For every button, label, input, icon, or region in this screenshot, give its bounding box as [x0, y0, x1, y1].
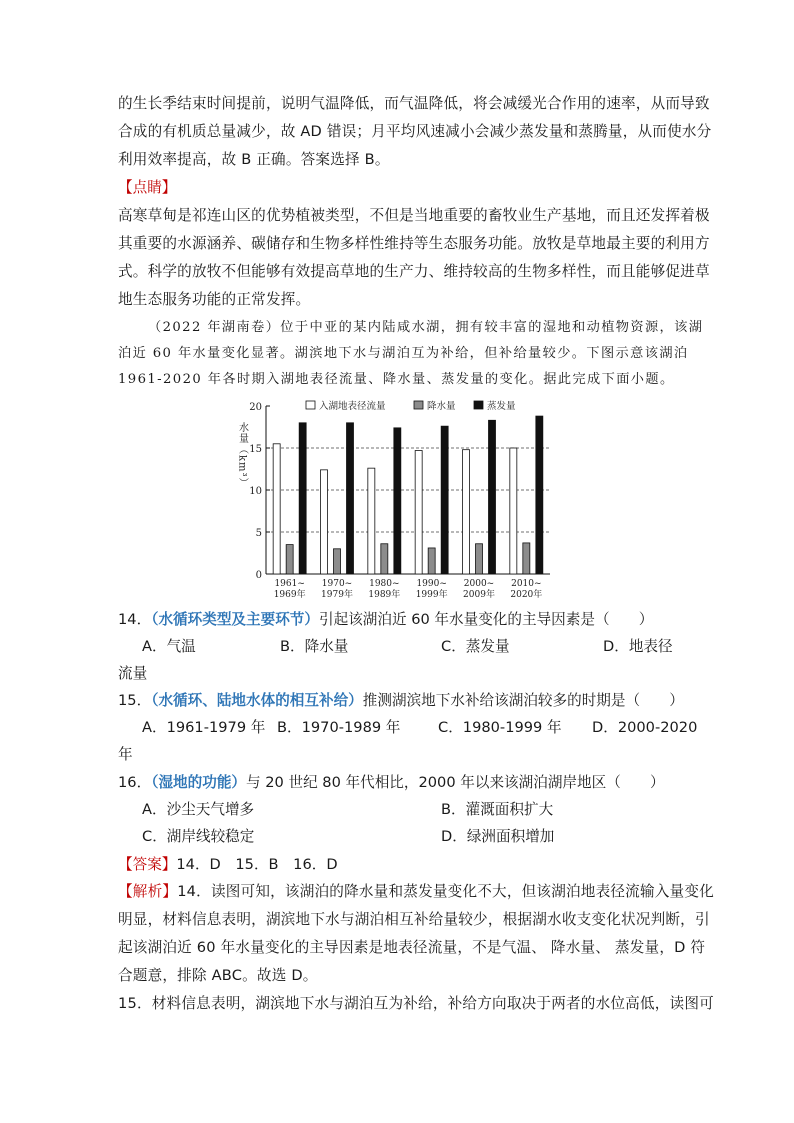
x-tick-label-2-a: 1970~ [321, 579, 353, 589]
legend-label-1: 入湖地表径流量 [319, 401, 386, 412]
bar-2-1 [286, 545, 293, 574]
answer-label: 【答案】 [118, 856, 177, 873]
x-tick-label-3-b: 1989年 [368, 590, 401, 600]
question-16-option-b[interactable]: B．灌溉面积扩大 [441, 801, 554, 818]
question-16 [118, 773, 665, 793]
bar-3-3 [394, 428, 401, 574]
bar-3-1 [299, 423, 306, 574]
question-14-option-d[interactable]: D．地表径 [603, 638, 673, 655]
question-15 [118, 691, 684, 711]
question-15-option-d[interactable]: D．2000-2020 [592, 719, 698, 736]
bar-3-4 [441, 426, 448, 574]
water-volume-chart [230, 392, 560, 602]
question-14 [118, 610, 653, 630]
x-tick-label-6-a: 2010~ [511, 579, 542, 589]
bar-1-3 [368, 468, 375, 574]
material-line-3: 1961-2020 年各时期入湖地表径流量、降水量、蒸发量的变化。据此完成下面小题。 [118, 372, 675, 387]
bar-1-6 [510, 448, 517, 574]
question-14-text: 引起该湖泊近 60 年水量变化的主导因素是（ ） [319, 611, 654, 628]
y-tick-label-0: 0 [255, 570, 262, 581]
y-axis-label [237, 421, 249, 489]
bar-3-2 [347, 423, 354, 574]
bars [273, 416, 543, 574]
x-tick-label-3-a: 1980~ [369, 579, 400, 589]
intro-line-3: 利用效率提高，故 B 正确。答案选择 B。 [118, 151, 390, 168]
dianjing-line-1: 高寒草甸是祁连山区的优势植被类型，不但是当地重要的畜牧业生产基地，而且还发挥着极 [118, 207, 710, 224]
material-line-2: 泊近 60 年水量变化显著。湖滨地下水与湖泊互为补给，但补给量较少。下图示意该湖泊 [118, 346, 689, 361]
y-tick-label-20: 20 [249, 402, 262, 413]
x-tick-label-5-a: 2000~ [463, 579, 495, 589]
bar-2-6 [523, 543, 530, 574]
legend [306, 400, 516, 412]
dianjing-line-3: 式。科学的放牧不但能够有效提高草地的生产力、维持较高的生物多样性，而且能够促进草 [118, 263, 710, 280]
dianjing-line-4: 地生态服务功能的正常发挥。 [118, 291, 311, 308]
legend-label-3: 蒸发量 [487, 401, 516, 412]
question-15-continuation: 年 [118, 746, 133, 763]
question-14-number: 14． [118, 611, 152, 628]
bar-2-3 [381, 544, 388, 574]
bar-1-1 [273, 444, 280, 574]
y-ticks [249, 402, 270, 581]
question-16-text: 与 20 世纪 80 年代相比，2000 年以来该湖泊湖岸地区（ ） [246, 774, 665, 791]
question-15-option-c[interactable]: C．1980-1999 年 [438, 719, 562, 736]
x-tick-label-4-b: 1999年 [415, 590, 448, 600]
question-15-number: 15． [118, 692, 152, 709]
question-16-option-d[interactable]: D．绿洲面积增加 [441, 828, 555, 845]
bar-3-5 [489, 420, 496, 574]
question-16-tag: （湿地的功能） [151, 774, 247, 791]
analysis-line-3: 起该湖泊近 60 年水量变化的主导因素是地表径流量，不是气温、 降水量、 蒸发量，D 符 [118, 939, 706, 956]
legend-swatch-3 [474, 401, 483, 409]
question-14-option-a[interactable]: A．气温 [142, 638, 196, 655]
answer-row [118, 855, 338, 875]
question-14-option-b[interactable]: B．降水量 [280, 638, 349, 655]
question-14-continuation: 流量 [118, 665, 148, 682]
y-tick-label-5: 5 [255, 528, 262, 539]
x-tick-label-5-b: 2009年 [463, 590, 495, 600]
question-15-option-a[interactable]: A．1961-1979 年 [142, 719, 266, 736]
analysis-line-4: 合题意，排除 ABC。故选 D。 [118, 967, 318, 984]
legend-label-2: 降水量 [427, 401, 456, 412]
legend-swatch-1 [306, 401, 315, 409]
x-tick-label-1-b: 1969年 [273, 590, 306, 600]
analysis-line-2: 明显，材料信息表明，湖滨地下水与湖泊相互补给量较少，根据湖水收支变化状况判断，引 [118, 911, 710, 928]
material-line-1: （2022 年湖南卷）位于中亚的某内陆咸水湖，拥有较丰富的湿地和动植物资源，该湖 [148, 320, 704, 335]
bar-1-4 [415, 451, 422, 574]
analysis-label: 【解析】 [118, 883, 178, 900]
analysis-line-1 [118, 882, 714, 902]
x-tick-label-4-a: 1990~ [416, 579, 447, 589]
intro-line-2: 合成的有机质总量减少，故 AD 错误；月平均风速减小会减少蒸发量和蒸腾量，从而使水分 [118, 123, 712, 140]
intro-line-1: 的生长季结束时间提前，说明气温降低，而气温降低，将会减缓光合作用的速率，从而导致 [118, 95, 710, 112]
x-ticks [274, 579, 543, 600]
bar-3-6 [536, 416, 543, 574]
bar-2-2 [334, 549, 341, 574]
dianjing-line-2: 其重要的水源涵养、碳储存和生物多样性维持等生态服务功能。放牧是草地最主要的利用方 [118, 235, 710, 252]
question-16-option-a[interactable]: A．沙尘天气增多 [142, 801, 255, 818]
y-tick-label-10: 10 [249, 486, 262, 497]
y-tick-label-15: 15 [249, 444, 262, 455]
question-16-number: 16． [118, 774, 152, 791]
legend-swatch-2 [414, 401, 423, 409]
analysis-text-1: 14．读图可知，该湖泊的降水量和蒸发量变化不大，但该湖泊地表径流输入量变化 [177, 883, 714, 900]
question-15-option-b[interactable]: B．1970-1989 年 [277, 719, 401, 736]
question-15-tag: （水循环、陆地水体的相互补给） [151, 692, 363, 709]
bar-1-5 [463, 450, 470, 574]
bar-1-2 [321, 470, 328, 574]
dianjing-label: 【点睛】 [118, 179, 177, 196]
x-tick-label-2-b: 1979年 [321, 590, 353, 600]
y-axis-title: 水量（km³） [236, 422, 248, 489]
gridlines [266, 448, 550, 532]
question-14-tag: （水循环类型及主要环节） [151, 611, 319, 628]
bar-2-4 [428, 548, 435, 574]
bar-2-5 [476, 544, 483, 574]
answer-text: 14．D 15．B 16．D [176, 856, 338, 873]
x-tick-label-6-b: 2020年 [510, 590, 543, 600]
x-tick-label-1-a: 1961~ [274, 579, 305, 589]
question-15-text: 推测湖滨地下水补给该湖泊较多的时期是（ ） [362, 692, 684, 709]
question-16-option-c[interactable]: C．湖岸线较稳定 [142, 828, 255, 845]
question-14-option-c[interactable]: C．蒸发量 [441, 638, 510, 655]
analysis-line-5: 15．材料信息表明，湖滨地下水与湖泊互为补给，补给方向取决于两者的水位高低，读图可 [118, 995, 714, 1012]
